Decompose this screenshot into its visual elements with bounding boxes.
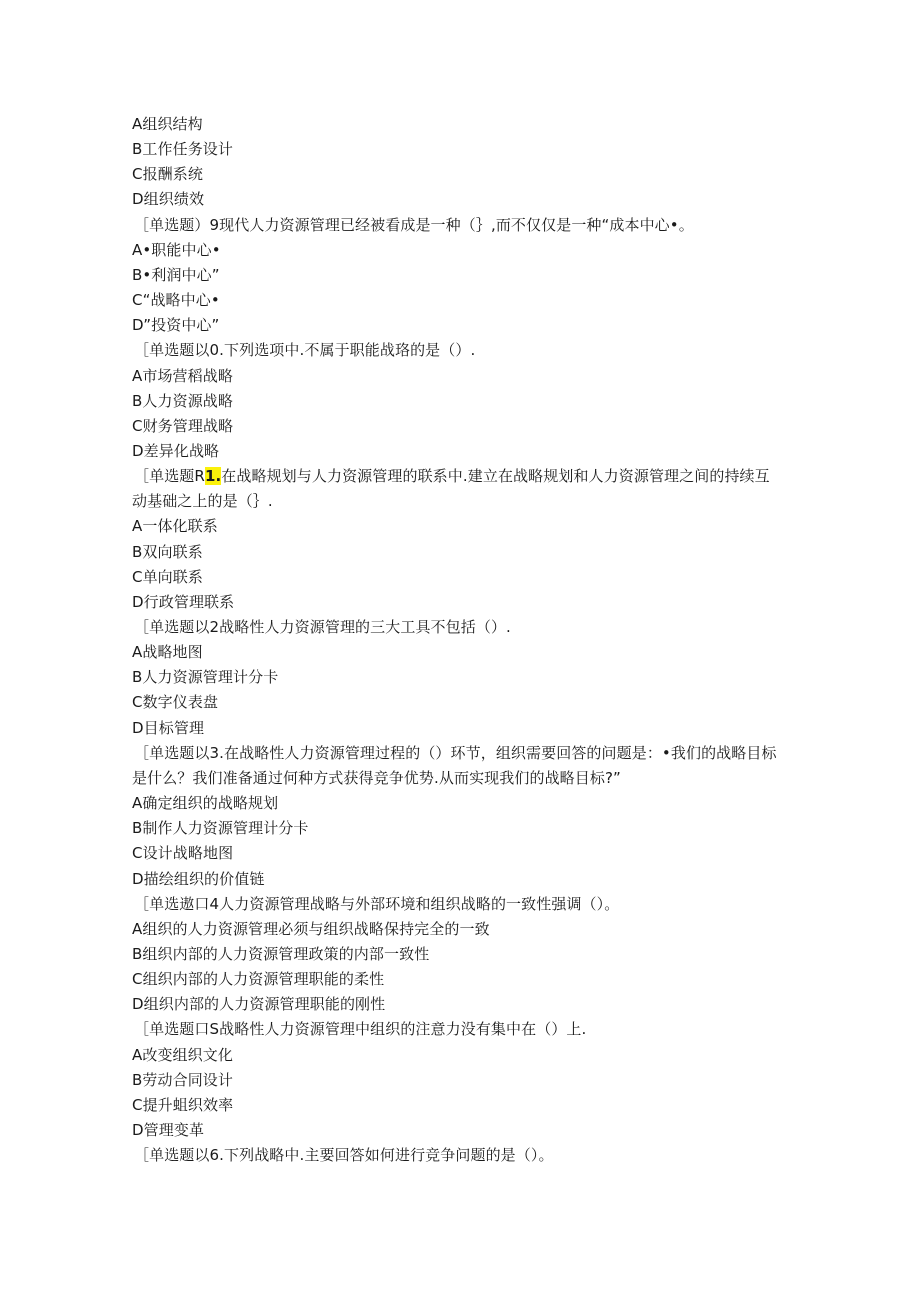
line-text: B组织内部的人力资源管理政策的内部一致性 xyxy=(132,944,430,963)
answer-option-line xyxy=(132,1070,233,1090)
line-text: B人力资源战略 xyxy=(132,391,233,410)
line-text: B制作人力资源管理计分卡 xyxy=(132,819,309,838)
line-text: C报酬系统 xyxy=(132,165,203,184)
line-text: C财务管理战略 xyxy=(132,416,234,435)
line-text: A组织结构 xyxy=(132,115,203,133)
answer-option-line xyxy=(132,667,278,687)
question-line xyxy=(134,894,619,914)
question-line xyxy=(134,466,770,486)
line-text: B•利润中心” xyxy=(132,265,220,284)
line-text: D目标管理 xyxy=(132,718,205,737)
question-line xyxy=(134,340,475,360)
question-line xyxy=(134,215,694,235)
line-text: 是什么？我们准备通过何种方式获得竞争优势.从而实现我们的战略目标?” xyxy=(132,768,621,787)
line-text: ［单选题以0.下列选项中.不属于职能战珞的是（）. xyxy=(134,341,476,360)
answer-option-line xyxy=(132,592,234,612)
answer-option-line xyxy=(132,189,204,209)
line-text: ［单选题以3.在战略性人力资源管理过程的（）环节，组织需要回答的问题是：•我们的战略目标 xyxy=(134,743,777,762)
line-text: ［单选题以2战略性人力资源管理的三大工具不包括（）. xyxy=(134,618,511,636)
line-text: D组织绩效 xyxy=(132,190,205,209)
answer-option-line xyxy=(132,1045,233,1065)
line-text: D组织内部的人力资源管理职能的刚性 xyxy=(132,995,386,1014)
highlighted-number: 1. xyxy=(204,467,222,486)
line-text: A确定组织的战略规划 xyxy=(132,794,279,812)
answer-option-line xyxy=(132,969,384,989)
answer-option-line xyxy=(132,1095,233,1115)
answer-option-line xyxy=(132,843,233,863)
line-text: D”投资中心” xyxy=(132,316,220,335)
answer-option-line xyxy=(132,114,203,134)
answer-option-line xyxy=(132,994,385,1014)
line-text: D管理变革 xyxy=(132,1121,205,1139)
line-text: ［单选题R xyxy=(134,467,205,486)
answer-option-line xyxy=(132,919,490,939)
question-continuation-line xyxy=(132,768,621,788)
question-line xyxy=(134,743,777,763)
answer-option-line xyxy=(132,718,204,738)
answer-option-line xyxy=(132,818,309,838)
answer-option-line xyxy=(132,441,219,461)
line-text: B劳动合同设计 xyxy=(132,1070,233,1089)
line-text: 动基础之上的是（｝. xyxy=(132,492,273,511)
answer-option-line xyxy=(132,567,203,587)
line-text: C组织内部的人力资源管理职能的柔性 xyxy=(132,970,385,989)
line-text: ［单选题口S战略性人力资源管理中组织的注意力没有集中在（）上. xyxy=(134,1020,587,1039)
answer-option-line xyxy=(132,542,203,562)
line-text: ［单选遨口4人力资源管理战略与外部环境和组织战略的一致性强调（）。 xyxy=(134,894,620,913)
question-line xyxy=(134,1019,586,1039)
question-line xyxy=(134,1145,554,1165)
line-text: A改变组织文化 xyxy=(132,1045,233,1064)
answer-option-line xyxy=(132,265,220,285)
line-text: B工作任务设计 xyxy=(132,140,233,159)
answer-option-line xyxy=(132,290,220,310)
answer-option-line xyxy=(132,944,429,964)
answer-option-line xyxy=(132,793,278,813)
line-text: ［单选题以6.下列战略中.主要回答如何进行竞争问题的是（）。 xyxy=(134,1146,554,1165)
line-text: A•职能中心• xyxy=(132,240,221,259)
line-text: ［单选题）9现代人力资源管理已经被看成是一种（｝,而不仅仅是一种“成本中心•。 xyxy=(134,215,694,234)
answer-option-line xyxy=(132,869,264,889)
line-text: C提升蛆织效率 xyxy=(132,1095,234,1114)
line-text: A组织的人力资源管理必须与组织战略保持完全的一致 xyxy=(132,919,490,938)
answer-option-line xyxy=(132,391,233,411)
answer-option-line xyxy=(132,642,203,662)
line-text: C单向联系 xyxy=(132,567,203,586)
line-text: C“战略中心• xyxy=(132,291,220,309)
answer-option-line xyxy=(132,692,218,712)
line-text: D描绘组织的价值链 xyxy=(132,869,265,888)
line-text: A市场营稻战略 xyxy=(132,366,233,385)
answer-option-line xyxy=(132,416,233,436)
line-text: A战略地图 xyxy=(132,643,203,662)
answer-option-line xyxy=(132,366,233,386)
line-text: D行政管理联系 xyxy=(132,592,235,611)
answer-option-line xyxy=(132,516,218,536)
answer-option-line xyxy=(132,1120,204,1140)
answer-option-line xyxy=(132,164,203,184)
line-text: C设计战略地图 xyxy=(132,844,234,863)
line-text: B双向联系 xyxy=(132,542,203,561)
question-continuation-line xyxy=(132,491,273,511)
question-line xyxy=(134,617,511,637)
answer-option-line xyxy=(132,240,221,260)
line-text: D差异化战略 xyxy=(132,441,220,460)
line-text: 在战略规划与人力资源管理的联系中.建立在战略规划和人力资源管理之间的持续互 xyxy=(221,467,770,486)
line-text: C数字仪表盘 xyxy=(132,693,219,712)
answer-option-line xyxy=(132,139,233,159)
line-text: A一体化联系 xyxy=(132,517,218,536)
answer-option-line xyxy=(132,315,219,335)
line-text: B人力资源管理计分卡 xyxy=(132,668,279,687)
